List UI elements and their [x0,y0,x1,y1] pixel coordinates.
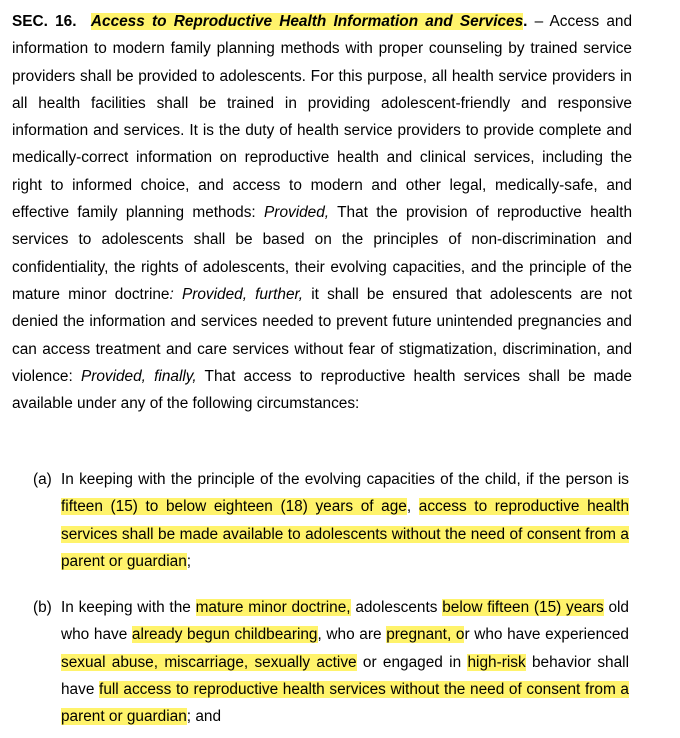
item-a-text-3: ; [186,552,192,570]
item-b-body [33,594,629,730]
item-a-label: (a) [33,471,52,488]
item-b-text-3: old who have [61,599,629,644]
section-title-period: . [523,13,528,30]
item-b-label: (b) [33,599,52,616]
item-a-highlight-2: access to reproductive health services shall be made available to adolescents without the need of consent from a parent or guardian [61,498,629,570]
item-b-highlight-7: full access to reproductive health services without the need of consent from a parent or guardian [61,680,629,726]
section-text-4: That access to reproductive health services shall be made available under any of the following circumstances: [12,367,632,413]
proviso-3: Provided, finally, [80,367,197,385]
section-text-2: That the provision of reproductive health services to adolescents shall be based on the principles of non-discrimination and confidentiality, the rights of adolescents, their evolving capacities, and the principle of the mature minor doctrine [12,204,633,303]
item-b-text-5: r who have experienced [464,626,629,644]
section-number: SEC. 16. [12,13,77,30]
section-dash: – [527,13,550,30]
list-item-a [33,466,629,575]
item-b-highlight-4: pregnant, o [386,626,465,644]
item-b-text-6: or engaged in [356,653,468,671]
section-title: Access to Reproductive Health Information and Services [90,13,524,30]
proviso-1: Provided, [264,204,330,222]
item-b-text-2: adolescents [350,599,443,616]
item-a-highlight-1: fifteen (15) to below eighteen (18) years of age [61,498,407,516]
item-b-text-7: behavior shall have [61,653,629,698]
item-b-highlight-1: mature minor doctrine, [195,599,351,616]
section-16-paragraph [12,8,632,417]
item-a-text-2: , [406,498,419,516]
item-b-text-4: , who are [317,626,387,644]
item-b-highlight-6: high-risk [467,653,526,671]
item-b-highlight-5: sexual abuse, miscarriage, sexually active [61,653,357,671]
item-a-text-1: In keeping with the principle of the evolving capacities of the child, if the person is [61,471,629,488]
proviso-2: : Provided, further, [169,285,304,303]
item-b-text-8: ; and [186,708,222,726]
item-b-highlight-2: below fifteen (15) years [442,599,604,616]
section-text-1: Access and information to modern family planning methods with proper counseling by trained service providers shall be provided to adolescents. For this purpose, all health service providers in all health facilities shall be trained in providing adolescent-friendly and responsive information and services. It is the duty of health service providers to provide complete and medically-correct information on reproductive health and clinical services, including the right to informed choice, and access to modern and other legal, medically-safe, and effective family planning methods: [12,13,633,222]
item-b-text-1: In keeping with the [61,599,196,616]
item-b-highlight-3: already begun childbearing [131,626,318,644]
item-a-body [33,466,629,575]
list-item-b [33,594,629,730]
section-text-3: it shall be ensured that adolescents are not denied the information and services needed to prevent future unintended pregnancies and can access treatment and care services without fear of stigmatization, discrimination, and violence: [12,285,632,385]
